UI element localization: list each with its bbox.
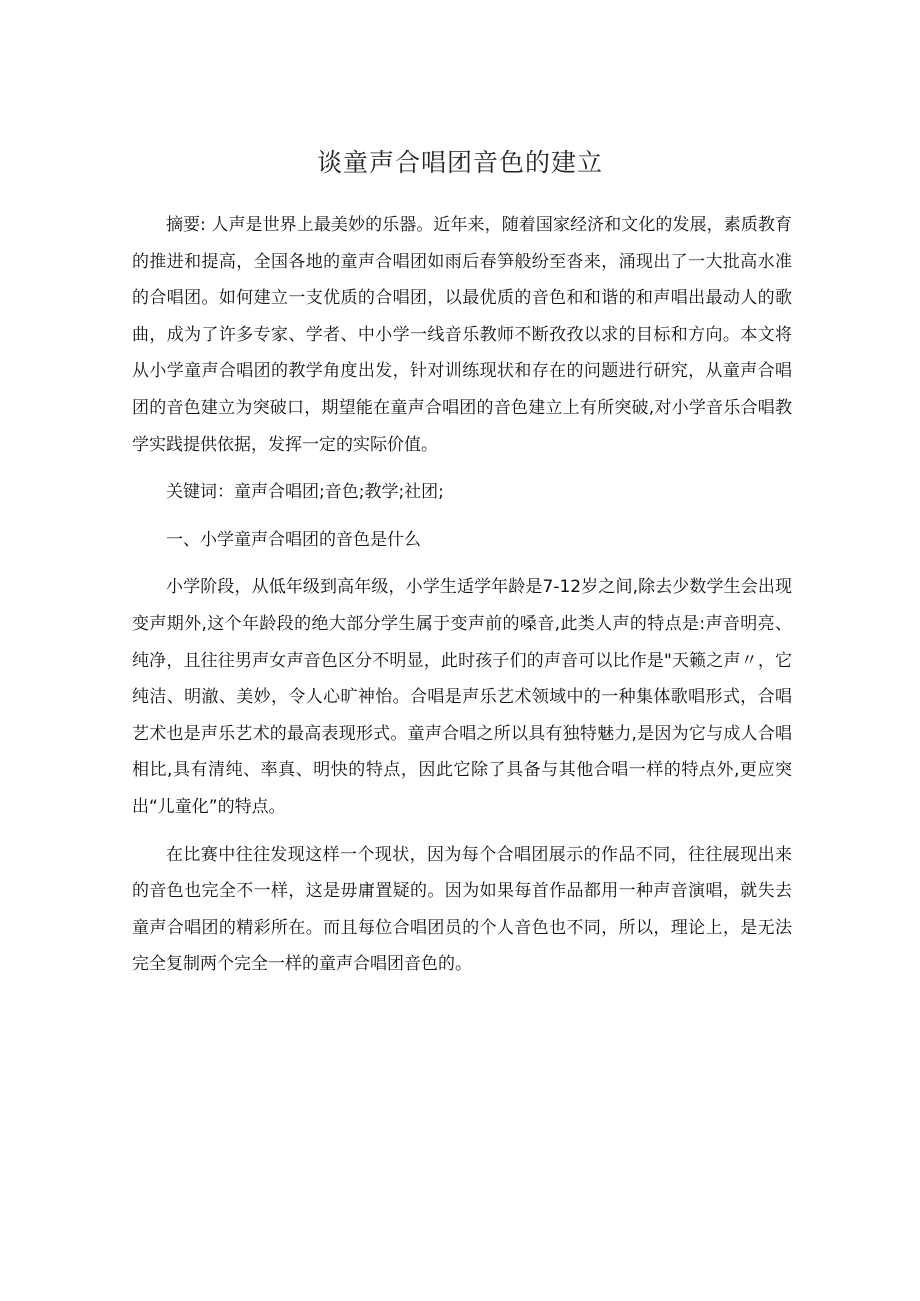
body-paragraph-2: 在比赛中往往发现这样一个现状，因为每个合唱团展示的作品不同，往往展现出来的音色也完全不一样，这是毋庸置疑的。因为如果每首作品都用一种声音演唱，就失去童声合唱团的精彩所在。而且每位合唱团员的个人音色也不同，所以，理论上，是无法完全复制两个完全一样的童声合唱团音色的。 <box>132 844 792 975</box>
document-title: 谈童声合唱团音色的建立 <box>316 148 603 177</box>
section-heading: 一、小学童声合唱团的音色是什么 <box>166 529 421 550</box>
abstract-paragraph: 摘要: 人声是世界上最美妙的乐器。近年来，随着国家经济和文化的发展，素质教育的推进和提高，全国各地的童声合唱团如雨后春笋般纷至沓来，涌现出了一大批高水准的合唱团。如何建立一支优质的合唱团，以最优质的音色和和谐的和声唱出最动人的歌曲，成为了许多专家、学者、中小学一线音乐教师不断孜孜以求的目标和方向。本文将从小学童声合唱团的教学角度出发，针对训练现状和存在的问题进行研究，从童声合唱团的音色建立为突破口，期望能在童声合唱团的音色建立上有所突破,对小学音乐合唱教学实践提供依据，发挥一定的实际价值。 <box>132 215 792 455</box>
body-paragraph-1: 小学阶段，从低年级到高年级，小学生适学年龄是7-12岁之间,除去少数学生会出现变声期外,这个年龄段的绝大部分学生属于变声前的嗓音,此类人声的特点是:声音明亮、纯净，且往往男声女声音色区分不明显，此时孩子们的声音可以比作是"天籁之声〃，它纯洁、明澈、美妙，令人心旷神怡。合唱是声乐艺术领域中的一种集体歌唱形式，合唱艺术也是声乐艺术的最高表现形式。童声合唱之所以具有独特魅力,是因为它与成人合唱相比,具有清纯、率真、明快的特点，因此它除了具备与其他合唱一样的特点外,更应突出“儿童化”的特点。 <box>132 577 792 817</box>
keywords-line: 关键词：童声合唱团;音色;教学;社团; <box>166 482 444 503</box>
document-body <box>132 207 792 983</box>
